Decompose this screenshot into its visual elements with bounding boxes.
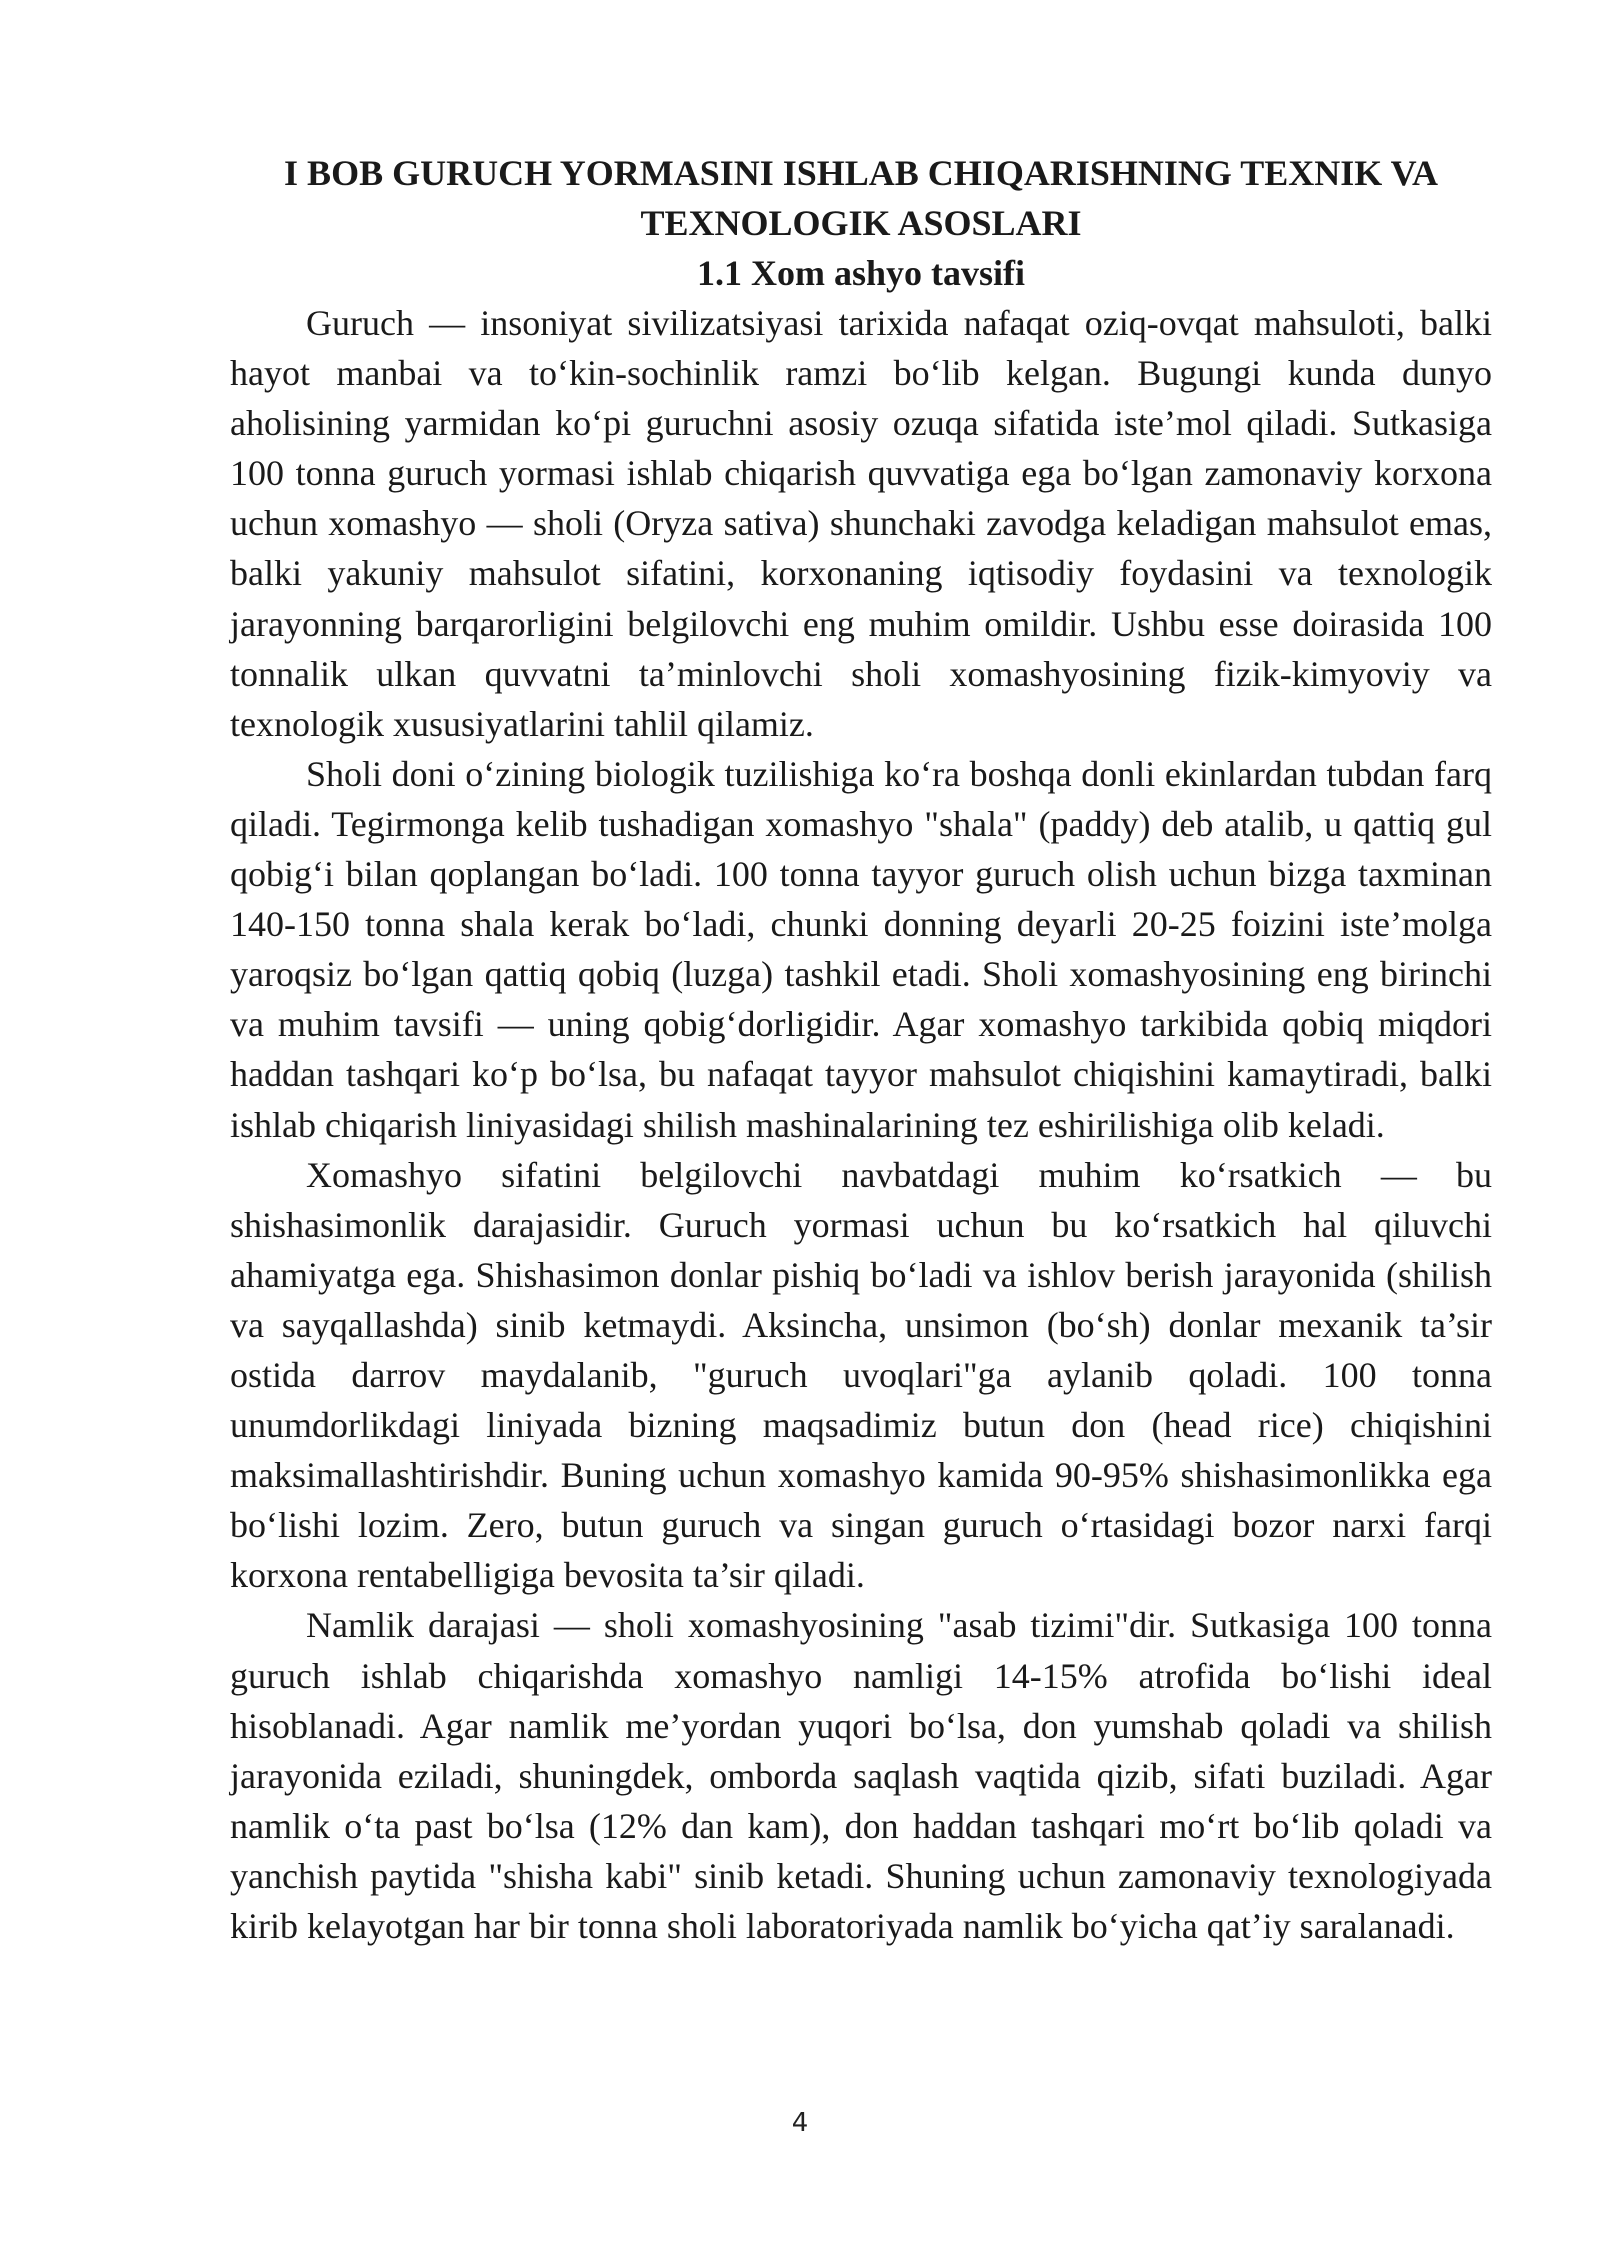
chapter-title-line1: I BOB GURUCH YORMASINI ISHLAB CHIQARISHNING TEXNIK VA: [284, 153, 1438, 193]
paragraph: Xomashyo sifatini belgilovchi navbatdagi muhim ko‘rsatkich — bu shishasimonlik darajasidir. Guruch yormasi uchun bu ko‘rsatkich hal qiluvchi ahamiyatga ega. Shishasimon donlar pishiq bo‘ladi va ishlov berish jarayonida (shilish va sayqallashda) sinib ketmaydi. Aksincha, unsimon (bo‘sh) donlar mexanik ta’sir ostida darrov maydalanib, "guruch uvoqlari"ga aylanib qoladi. 100 tonna unumdorlikdagi liniyada bizning maqsadimiz butun don (head rice) chiqishini maksimallashtirishdir. Buning uchun xomashyo kamida 90-95% shishasimonlikka ega bo‘lishi lozim. Zero, butun guruch va singan guruch o‘rtasidagi bozor narxi farqi korxona rentabelligiga bevosita ta’sir qiladi.: [230, 1154, 1492, 1596]
paragraph: Guruch — insoniyat sivilizatsiyasi tarixida nafaqat oziq-ovqat mahsuloti, balki hayot manbai va to‘kin-sochinlik ramzi bo‘lib kelgan. Bugungi kunda dunyo aholisining yarmidan ko‘pi guruchni asosiy ozuqa sifatida iste’mol qiladi. Sutkasiga 100 tonna guruch yormasi ishlab chiqarish quvvatiga ega bo‘lgan zamonaviy korxona uchun xomashyo — sholi (Oryza sativa) shunchaki zavodga keladigan mahsulot emas, balki yakuniy mahsulot sifatini, korxonaning iqtisodiy foydasini va texnologik jarayonning barqarorligini belgilovchi eng muhim omildir. Ushbu esse doirasida 100 tonnalik ulkan quvvatni ta’minlovchi sholi xomashyosining fizik-kimyoviy va texnologik xususiyatlarini tahlil qilamiz.: [230, 303, 1492, 744]
chapter-title: [230, 148, 1492, 248]
paragraph: Namlik darajasi — sholi xomashyosining "asab tizimi"dir. Sutkasiga 100 tonna guruch ishlab chiqarishda xomashyo namligi 14-15% atrofida bo‘lishi ideal hisoblanadi. Agar namlik me’yordan yuqori bo‘lsa, don yumshab qoladi va shilish jarayonida eziladi, shuningdek, omborda saqlash vaqtida qizib, sifati buziladi. Agar namlik o‘ta past bo‘lsa (12% dan kam), don haddan tashqari mo‘rt bo‘lib qoladi va yanchish paytida "shisha kabi" sinib ketadi. Shuning uchun zamonaviy texnologiyada kirib kelayotgan har bir tonna sholi laboratoriyada namlik bo‘yicha qat’iy saralanadi.: [230, 1605, 1492, 1946]
page-number: 4: [791, 2108, 809, 2138]
chapter-title-line2: TEXNOLOGIK ASOSLARI: [640, 203, 1082, 243]
section-title: 1.1 Xom ashyo tavsifi: [696, 253, 1025, 293]
document-page: [230, 148, 1492, 1951]
paragraph: Sholi doni o‘zining biologik tuzilishiga ko‘ra boshqa donli ekinlardan tubdan farq qiladi. Tegirmonga kelib tushadigan xomashyo "shala" (paddy) deb atalib, u qattiq gul qobig‘i bilan qoplangan bo‘ladi. 100 tonna tayyor guruch olish uchun bizga taxminan 140-150 tonna shala kerak bo‘ladi, chunki donning deyarli 20-25 foizini iste’molga yaroqsiz bo‘lgan qattiq qobiq (luzga) tashkil etadi. Sholi xomashyosining eng birinchi va muhim tavsifi — uning qobig‘dorligidir. Agar xomashyo tarkibida qobiq miqdori haddan tashqari ko‘p bo‘lsa, bu nafaqat tayyor mahsulot chiqishini kamaytiradi, balki ishlab chiqarish liniyasidagi shilish mashinalarining tez eshirilishiga olib keladi.: [230, 753, 1492, 1145]
